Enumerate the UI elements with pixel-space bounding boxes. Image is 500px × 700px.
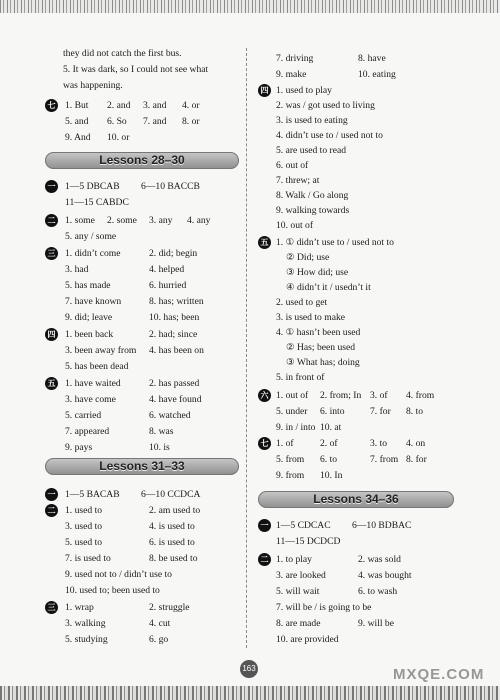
answer: 1—5 DBCAB — [65, 181, 120, 192]
answer: 8. for — [406, 454, 427, 465]
scan-edge-bottom — [0, 686, 500, 700]
answer: 1. been back — [65, 329, 114, 340]
answer: 6—10 BDBAC — [352, 520, 412, 531]
answer: 8. have — [358, 53, 386, 64]
column-divider — [246, 48, 247, 648]
answer: 2. used to get — [276, 297, 328, 308]
answer: 1. ① didn’t use to / used not to — [276, 237, 394, 248]
answer: 5. studying — [65, 634, 108, 645]
lesson-banner-title: Lessons 28–30 — [99, 153, 185, 167]
answer: 9. from — [276, 470, 305, 481]
answer: 3. any — [149, 215, 173, 226]
section-number-badge: 一 — [45, 488, 58, 501]
lesson-banner-title: Lessons 34–36 — [313, 492, 399, 506]
answer: 10. In — [320, 470, 343, 481]
answer: 8. or — [182, 116, 200, 127]
lesson-banner — [45, 458, 239, 475]
answer: 7. threw; at — [276, 175, 320, 186]
answer: 8. Walk / Go along — [276, 190, 349, 201]
answer: 2. from; In — [320, 390, 362, 401]
answer: 11—15 CABDC — [65, 197, 129, 208]
section-number-badge: 二 — [45, 504, 58, 517]
answer: 9. make — [276, 69, 307, 80]
answer: 6. out of — [276, 160, 309, 171]
section-number-badge: 四 — [45, 328, 58, 341]
answer: 2. struggle — [149, 602, 190, 613]
answer: 6. to — [320, 454, 338, 465]
answer: 6—10 BACCB — [141, 181, 200, 192]
answer: 3. been away from — [65, 345, 137, 356]
section-number-badge: 七 — [45, 99, 58, 112]
answer: 1. some — [65, 215, 95, 226]
answer: ④ didn’t it / usedn’t it — [286, 282, 371, 293]
answer: 7. appeared — [65, 426, 110, 437]
section-number-badge: 一 — [45, 180, 58, 193]
answer: 5. has made — [65, 280, 111, 291]
answer: 2. did; begin — [149, 248, 198, 259]
answer: 10. are provided — [276, 634, 339, 645]
answer: 1. didn’t come — [65, 248, 121, 259]
continued-line: was happening. — [63, 80, 123, 91]
answer: 5. under — [276, 406, 308, 417]
answer: 9. did; leave — [65, 312, 113, 323]
section-number-badge: 七 — [258, 437, 271, 450]
answer: 4. has been on — [149, 345, 204, 356]
answer: 1. have waited — [65, 378, 121, 389]
continued-line: 5. It was dark, so I could not see what — [63, 64, 209, 75]
answer: 3. and — [143, 100, 167, 111]
scan-edge-top — [0, 0, 500, 13]
answer: 3. to — [370, 438, 388, 449]
answer: 8. be used to — [149, 553, 198, 564]
answer: 7. is used to — [65, 553, 111, 564]
page-number: 163 — [240, 660, 258, 678]
lesson-banner-title: Lessons 31–33 — [99, 459, 185, 473]
answer: 3. are looked — [276, 570, 326, 581]
answer: 4. ① hasn’t been used — [276, 327, 361, 338]
answer: 10. eating — [358, 69, 396, 80]
answer: 6. So — [107, 116, 127, 127]
answer: 5. in front of — [276, 372, 325, 383]
answer: ② Did; use — [286, 252, 330, 263]
answer: 4. cut — [149, 618, 171, 629]
answer: 7. from — [370, 454, 399, 465]
answer: 2. of — [320, 438, 338, 449]
answer: 8. was — [149, 426, 174, 437]
answer: 4. didn’t use to / used not to — [276, 130, 383, 141]
answer: 3. have come — [65, 394, 116, 405]
answer: 9. used not to / didn’t use to — [65, 569, 172, 580]
answer: 10. out of — [276, 220, 314, 231]
answer: 10. has; been — [149, 312, 200, 323]
answer: 10. or — [107, 132, 130, 143]
section-number-badge: 二 — [45, 214, 58, 227]
answer: 10. is — [149, 442, 170, 453]
answer: 6. to wash — [358, 586, 398, 597]
answer: 1. out of — [276, 390, 309, 401]
answer: ② Has; been used — [286, 342, 356, 353]
answer: 4. was bought — [358, 570, 412, 581]
lesson-banner — [45, 152, 239, 169]
answer: 10. used to; been used to — [65, 585, 160, 596]
answer: ③ How did; use — [286, 267, 349, 278]
answer: 5. and — [65, 116, 89, 127]
answer: 5. used to — [65, 537, 103, 548]
answer: 1. to play — [276, 554, 312, 565]
answer: 9. in / into — [276, 422, 316, 433]
answer: 3. walking — [65, 618, 106, 629]
answer: 4. on — [406, 438, 426, 449]
answer: 1. wrap — [65, 602, 94, 613]
answer: 6. watched — [149, 410, 191, 421]
answer: 11—15 DCDCD — [276, 536, 341, 547]
answer: 8. are made — [276, 618, 321, 629]
answer: 6—10 CCDCA — [141, 489, 201, 500]
answer: 4. helped — [149, 264, 185, 275]
answer: 1. used to — [65, 505, 103, 516]
answer: 6. into — [320, 406, 345, 417]
answer: 1. of — [276, 438, 294, 449]
section-number-badge: 五 — [45, 377, 58, 390]
answer: 3. is used to make — [276, 312, 346, 323]
answer: ③ What has; doing — [286, 357, 360, 368]
watermark-stamp: MXQE.COM — [393, 666, 485, 683]
answer: 5. has been dead — [65, 361, 129, 372]
answer: 7. driving — [276, 53, 314, 64]
answer: 6. hurried — [149, 280, 187, 291]
answer: 5. will wait — [276, 586, 320, 597]
answer: 1—5 CDCAC — [276, 520, 331, 531]
continued-line: they did not catch the first bus. — [63, 48, 182, 59]
answer: 2. was / got used to living — [276, 100, 375, 111]
answer: 4. from — [406, 390, 435, 401]
answer: 9. will be — [358, 618, 394, 629]
answer: 3. is used to eating — [276, 115, 348, 126]
answer: 6. is used to — [149, 537, 195, 548]
section-number-badge: 二 — [258, 553, 271, 566]
section-number-badge: 六 — [258, 389, 271, 402]
answer: 9. walking towards — [276, 205, 350, 216]
answer: 8. to — [406, 406, 424, 417]
section-number-badge: 三 — [45, 601, 58, 614]
answer: 5. carried — [65, 410, 102, 421]
answer: 7. for — [370, 406, 391, 417]
answer: 5. are used to read — [276, 145, 347, 156]
answer: 7. will be / is going to be — [276, 602, 372, 613]
lesson-banner — [258, 491, 454, 508]
section-number-badge: 五 — [258, 236, 271, 249]
answer: 5. any / some — [65, 231, 117, 242]
answer: 4. or — [182, 100, 200, 111]
answer: 2. some — [107, 215, 137, 226]
answer: 4. is used to — [149, 521, 195, 532]
section-number-badge: 三 — [45, 247, 58, 260]
answer: 10. at — [320, 422, 342, 433]
answer: 3. of — [370, 390, 388, 401]
answer: 2. am used to — [149, 505, 201, 516]
section-number-badge: 四 — [258, 84, 271, 97]
answer: 4. have found — [149, 394, 202, 405]
answer: 1. used to play — [276, 85, 332, 96]
answer: 5. from — [276, 454, 305, 465]
answer: 1—5 BACAB — [65, 489, 120, 500]
answer: 3. had — [65, 264, 89, 275]
answer: 6. go — [149, 634, 169, 645]
answer: 4. any — [187, 215, 211, 226]
answer: 3. used to — [65, 521, 103, 532]
answer: 2. has passed — [149, 378, 200, 389]
answer: 2. was sold — [358, 554, 401, 565]
answer: 2. and — [107, 100, 131, 111]
answer: 7. have known — [65, 296, 122, 307]
answer: 8. has; written — [149, 296, 204, 307]
answer: 9. And — [65, 132, 91, 143]
answer: 9. pays — [65, 442, 93, 453]
answer: 7. and — [143, 116, 167, 127]
section-number-badge: 一 — [258, 519, 271, 532]
answer: 2. had; since — [149, 329, 198, 340]
answer: 1. But — [65, 100, 89, 111]
